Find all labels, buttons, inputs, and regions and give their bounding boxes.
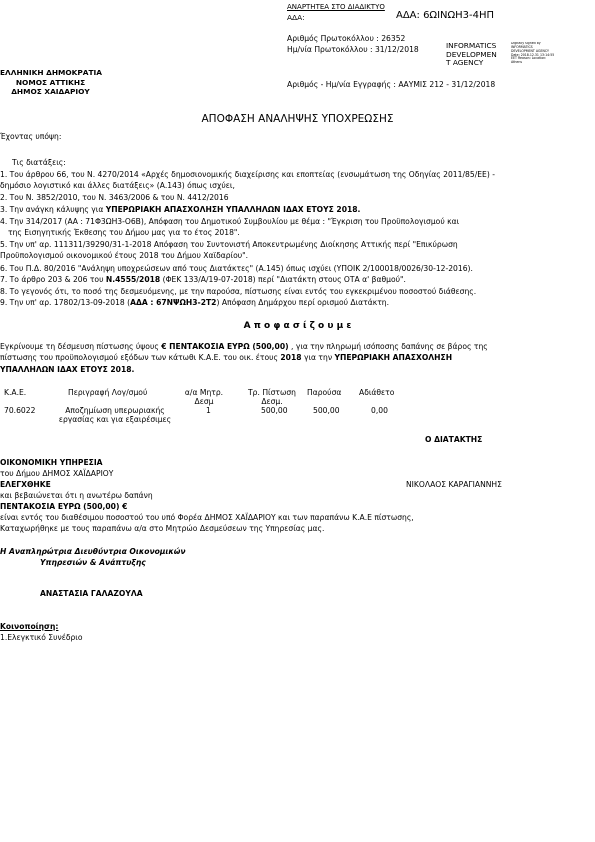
stamp-details: Digitally signed by INFORMATICS DEVELOPMENT AGENCY Date: 2018.12.31 13:14:55 EET Reason: Location: Athens (511, 42, 555, 65)
provision-3: 3. Την ανάγκη κάλυψης για ΥΠΕΡΩΡΙΑΚΗ ΑΠΑΣΧΟΛΗΣΗ ΥΠΑΛΛΗΛΩΝ ΙΔΑΧ ΕΤΟΥΣ 2018. (0, 205, 361, 214)
row-credit: 500,00 (261, 406, 288, 415)
amount-in-words: ΠΕΝΤΑΚΟΣΙΑ ΕΥΡΩ (500,00) € (0, 502, 128, 511)
org-line-1: ΕΛΛΗΝΙΚΗ ΔΗΜΟΚΡΑΤΙΑ (0, 68, 103, 77)
row-aa: 1 (206, 406, 211, 415)
col-desc-header: Περιγραφή Λογ/σμού (68, 388, 148, 397)
approval-line-3: ΥΠΑΛΛΗΛΩΝ ΙΔΑΧ ΕΤΟΥΣ 2018. (0, 365, 135, 374)
col-credit-header: Τρ. Πίστωση Δεσμ. (248, 388, 296, 407)
acting-director-subtitle: Υπηρεσιών & Ανάπτυξης (40, 558, 146, 567)
issuer-title: Ο ΔΙΑΤΑΚΤΗΣ (425, 435, 483, 444)
provision-5-line-2: Προϋπολογισμού οικονομικού έτους 2018 του Δήμου Χαϊδαρίου". (0, 251, 249, 260)
row-current: 500,00 (313, 406, 340, 415)
protocol-number: Αριθμός Πρωτοκόλλου : 26352 (287, 34, 406, 43)
stamp-line-3: T AGENCY (446, 58, 484, 68)
document-title: ΑΠΟΦΑΣΗ ΑΝΑΛΗΨΗΣ ΥΠΟΧΡΕΩΣΗΣ (201, 113, 394, 125)
provision-5-line-1: 5. Την υπ' αρ. 111311/39290/31-1-2018 Απόφαση του Συντονιστή Αποκεντρωμένης Διοίκησης Αττικής περί "Επικύρωση (0, 240, 458, 249)
col-kae-header: Κ.Α.Ε. (4, 388, 27, 397)
provision-2: 2. Του Ν. 3852/2010, του Ν. 3463/2006 & του Ν. 4412/2016 (0, 193, 229, 202)
row-unallocated: 0,00 (371, 406, 388, 415)
provision-4-line-1: 4. Την 314/2017 (ΑΑ : 71Φ3ΩΗ3-Ο6Β), Απόφαση του Δημοτικού Συμβουλίου με θέμα : "Έγκριση του Προϋπολογισμού και (0, 217, 460, 226)
col-unallocated-header: Αδιάθετο (359, 388, 395, 397)
finance-service: ΟΙΚΟΝΟΜΙΚΗ ΥΠΗΡΕΣΙΑ (0, 458, 103, 467)
provision-1-line-1: 1. Του άρθρου 66, του Ν. 4270/2014 «Αρχές δημοσιονομικής διαχείρισης και εποπτείας (ενσωμάτωση της Οδηγίας 2011/85/ΕΕ) - (0, 170, 495, 179)
municipality-line: του Δήμου ΔΗΜΟΣ ΧΑΪΔΑΡΙΟΥ (0, 469, 114, 478)
provision-7: 7. Το άρθρο 203 & 206 του Ν.4555/2018 (ΦΕΚ 133/Α/19-07-2018) περί "Διατάκτη στους ΟΤΑ α' βαθμού". (0, 275, 406, 284)
notification-label: Κοινοποίηση: (0, 622, 59, 631)
signature-stamp (446, 42, 497, 68)
provision-1-line-2: δημόσιο λογιστικό και άλλες διατάξεις» (Α.143) όπως ισχύει, (0, 181, 235, 190)
provision-6: 6. Του Π.Δ. 80/2016 "Ανάληψη υποχρεώσεων από τους Διατάκτες" (Α.145) όπως ισχύει (ΥΠΟΙΚ 2/100018/0026/30-12-2016). (0, 264, 473, 273)
posted-online-label: ΑΝΑΡΤΗΤΕΑ ΣΤΟ ΔΙΑΔΙΚΤΥΟ (287, 3, 385, 11)
mayor-name: ΝΙΚΟΛΑΟΣ ΚΑΡΑΓΙΑΝΝΗΣ (406, 480, 502, 489)
approval-line-1: Εγκρίνουμε τη δέσμευση πίστωσης ύψους € ΠΕΝΤΑΚΟΣΙΑ ΕΥΡΩ (500,00) , για την πληρωμή ισόποσης δαπάνης σε βάρος της (0, 342, 488, 351)
provision-9: 9. Την υπ' αρ. 17802/13-09-2018 (ΑΔΑ : 67ΝΨΩΗ3-2Τ2) Απόφαση Δημάρχου περί ορισμού Διατάκτη. (0, 298, 390, 307)
signer-name: ΑΝΑΣΤΑΣΙΑ ΓΑΛΑΖΟΥΛΑ (40, 589, 143, 598)
stamp-line-1: INFORMATICS (446, 41, 497, 50)
within-budget-line: είναι εντός του διαθέσιμου ποσοστού του υπό Φορέα ΔΗΜΟΣ ΧΑΪΔΑΡΙΟΥ και των παραπάνω Κ.Α.Ε πίστωσης, (0, 513, 414, 522)
registry-number: Αριθμός - Ημ/νία Εγγραφής : ΑΑΥΜΙΣ 212 - 31/12/2018 (287, 80, 496, 89)
certified-line: και βεβαιώνεται ότι η ανωτέρω δαπάνη (0, 491, 153, 500)
provisions-label: Τις διατάξεις: (12, 158, 66, 167)
acting-director-title: Η Αναπληρώτρια Διευθύντρια Οικονομικών (0, 547, 186, 556)
issuing-organization (0, 68, 101, 97)
intro-text: Έχοντας υπόψη: (0, 132, 62, 141)
provision-4-line-2: της Εισηγητικής Έκθεσης του Δήμου μας για το έτος 2018". (8, 228, 240, 237)
approval-line-2: πίστωσης του προϋπολογισμού εξόδων των κάτωθι Κ.Α.Ε. του οικ. έτους 2018 για την ΥΠΕΡΩΡΙΑΚΗ ΑΠΑΣΧΟΛΗΣΗ (0, 353, 453, 362)
col-current-header: Παρούσα (307, 388, 342, 397)
ada-label: ΑΔΑ: (287, 13, 305, 22)
row-kae: 70.6022 (4, 406, 36, 415)
col-aa-header: α/α Μητρ. Δεσμ (184, 388, 224, 407)
stamp-line-2: DEVELOPMEN (446, 49, 497, 59)
org-line-2: ΝΟΜΟΣ ΑΤΤΙΚΗΣ (15, 77, 86, 87)
row-desc: Αποζημίωση υπερωριακής εργασίας και για εξαιρέσιμες (58, 406, 172, 425)
ada-value: ΑΔΑ: 6ΩΙΝΩΗ3-4ΗΠ (396, 10, 495, 21)
notification-item: 1.Ελεγκτικό Συνέδριο (0, 633, 83, 642)
recorded-line: Καταχωρήθηκε με τους παραπάνω α/α στο Μητρώο Δεσμεύσεων της Υπηρεσίας μας. (0, 524, 325, 533)
decision-heading: Α π ο φ α σ ί ζ ο υ μ ε (243, 321, 352, 331)
org-line-3: ΔΗΜΟΣ ΧΑΙΔΑΡΙΟΥ (11, 87, 90, 97)
protocol-date: Ημ/νία Πρωτοκόλλου : 31/12/2018 (287, 45, 419, 54)
provision-8: 8. Το γεγονός ότι, το ποσό της δεσμευόμενης, με την παρούσα, πίστωσης είναι εντός του εγκεκριμένου ποσοστού διάθεσης. (0, 287, 477, 296)
checked-label: ΕΛΕΓΧΘΗΚΕ (0, 480, 51, 489)
